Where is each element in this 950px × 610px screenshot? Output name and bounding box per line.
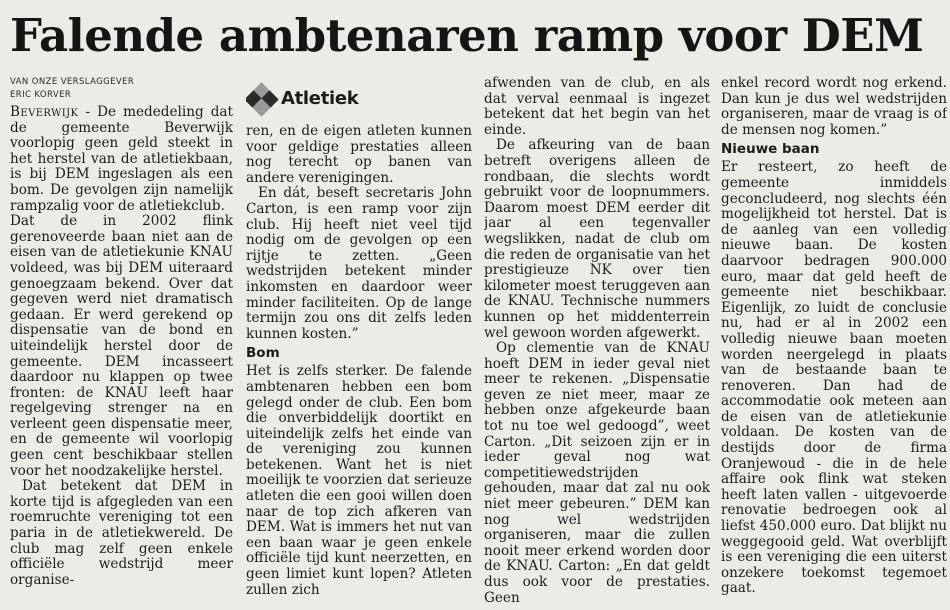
paragraph: Op clementie van de KNAU hoeft DEM in ieder geval niet meer te rekenen. „Dispensatie geven ze niet meer, maar ze hebben onze afgekeurde baan tot nu toe wel gedoogd”, weet Carton. „Dit seizoen zijn er in ieder geval nog wat competitiewedstrijden gehouden, maar dat zal nu ook niet meer gebeuren.” DEM kan nog wel wedstrijden organiseren, maar die zullen nooit meer erkend worden door de KNAU. Carton: „En dat geldt dus ook voor de prestaties. Geen: [484, 340, 710, 606]
paragraph: En dát, beseft secretaris John Carton, is een ramp voor zijn club. Hij heeft niet veel tijd nodig om de gevolgen op een rijtje te zetten. „Geen wedstrijden betekent minder inkomsten en daardoor weer minder faciliteiten. Op de lange termijn zou ons dit zelfs leden kunnen kosten.”: [246, 185, 472, 342]
subheading: Nieuwe baan: [721, 141, 820, 158]
diamond-logo-icon: [246, 84, 276, 114]
headline: Falende ambtenaren ramp voor DEM: [10, 9, 924, 62]
paragraph: Dat betekent dat DEM in korte tijd is afgegleden van een roemruchte vereniging tot een paria in de atletiekwereld. De club mag zelf geen enkele officiële wedstrijd meer organise-: [10, 478, 233, 588]
lede-paragraph: [10, 105, 233, 214]
byline-label: VAN ONZE VERSLAGGEVER: [10, 77, 135, 87]
paragraph: Het is zelfs sterker. De falende ambtenaren hebben een bom gelegd onder de club. Een bom die onverbiddelijk doortikt en uiteindelijk zelfs het einde van de vereniging zou kunnen betekenen. Want het is niet moeilijk te voorzien dat serieuze atleten die een gooi willen doen naar de top zich afkeren van DEM. Wat is immers het nut van een baan waar je geen enkele officiële tijd kunt neerzetten, en geen limiet kunt lopen? Atleten zullen zich: [246, 363, 472, 598]
column-4: [721, 0, 947, 610]
paragraph: De afkeuring van de baan betreft overigens alleen de rondbaan, die slechts wordt gebruikt voor de loopnummers. Daarom moest DEM eerder dit jaar al een tegenvaller wegslikken, nadat de club om die reden de organisatie van het prestigieuze NK over tien kilometer moest teruggeven aan de KNAU. Technische nummers kunnen op het middenterrein wel gewoon worden afgewerkt.: [484, 137, 710, 341]
lede-text: - De mededeling dat de gemeente Beverwijk voorlopig geen geld steekt in het herstel van de atletiekbaan, is bij DEM ingeslagen als een bom. De gevolgen zijn namelijk rampzalig voor de atletiekclub.: [10, 104, 233, 214]
subheading: Bom: [246, 345, 280, 362]
column-3: [484, 0, 710, 610]
author-name: ERIC KORVER: [10, 90, 72, 100]
byline: [10, 0, 233, 102]
lede-place: Beverwijk: [10, 104, 79, 120]
column-1: [10, 0, 233, 610]
paragraph: enkel record wordt nog erkend. Dan kun je dus wel wedstrijden organiseren, maar de vraag is of de mensen nog komen.”: [721, 75, 947, 138]
paragraph: afwenden van de club, en als dat verval eenmaal is ingezet betekent dat het begin van het einde.: [484, 75, 710, 138]
column-2: [246, 0, 472, 610]
section-label: Atletiek: [281, 88, 359, 110]
paragraph: Er resteert, zo heeft de gemeente inmiddels geconcludeerd, nog slechts één mogelijkheid tot herstel. Dat is de aanleg van een volledig nieuwe baan. De kosten daarvoor bedragen 900.000 euro, maar dat geld heeft de gemeente niet beschikbaar. Eigenlijk, zo luidt de conclusie nu, had er al in 2002 een volledig nieuwe baan moeten worden neergelegd in plaats van de bestaande baan te renoveren. Dan had de accommodatie ook meteen aan de eisen van de atletiekunie voldaan. De kosten van de destijds door de firma Oranjewoud - die in de hele affaire ook flink wat steken heeft laten vallen - uitgevoerde renovatie bedroegen ook al liefst 450.000 euro. Dat blijkt nu weggegooid geld. Wat overblijft is een vereniging die een uiterst onzekere toekomst tegemoet gaat.: [721, 159, 947, 597]
section-rubric: [246, 82, 472, 116]
paragraph: ren, en de eigen atleten kunnen voor geldige prestaties alleen nog terecht op banen van andere verenigingen.: [246, 123, 472, 186]
paragraph: Dat de in 2002 flink gerenoveerde baan niet aan de eisen van de atletiekunie KNAU voldeed, was bij DEM uiteraard genoegzaam bekend. Over dat gegeven werd niet dramatisch gedaan. Er werd gerekend op dispensatie van de bond en uiteindelijk herstel door de gemeente. DEM incasseert daardoor nu klappen op twee fronten: de KNAU leeft haar regelgeving strenger na en verleent geen dispensatie meer, en de gemeente wil voorlopig geen cent beschikbaar stellen voor het noodzakelijke herstel.: [10, 213, 233, 479]
